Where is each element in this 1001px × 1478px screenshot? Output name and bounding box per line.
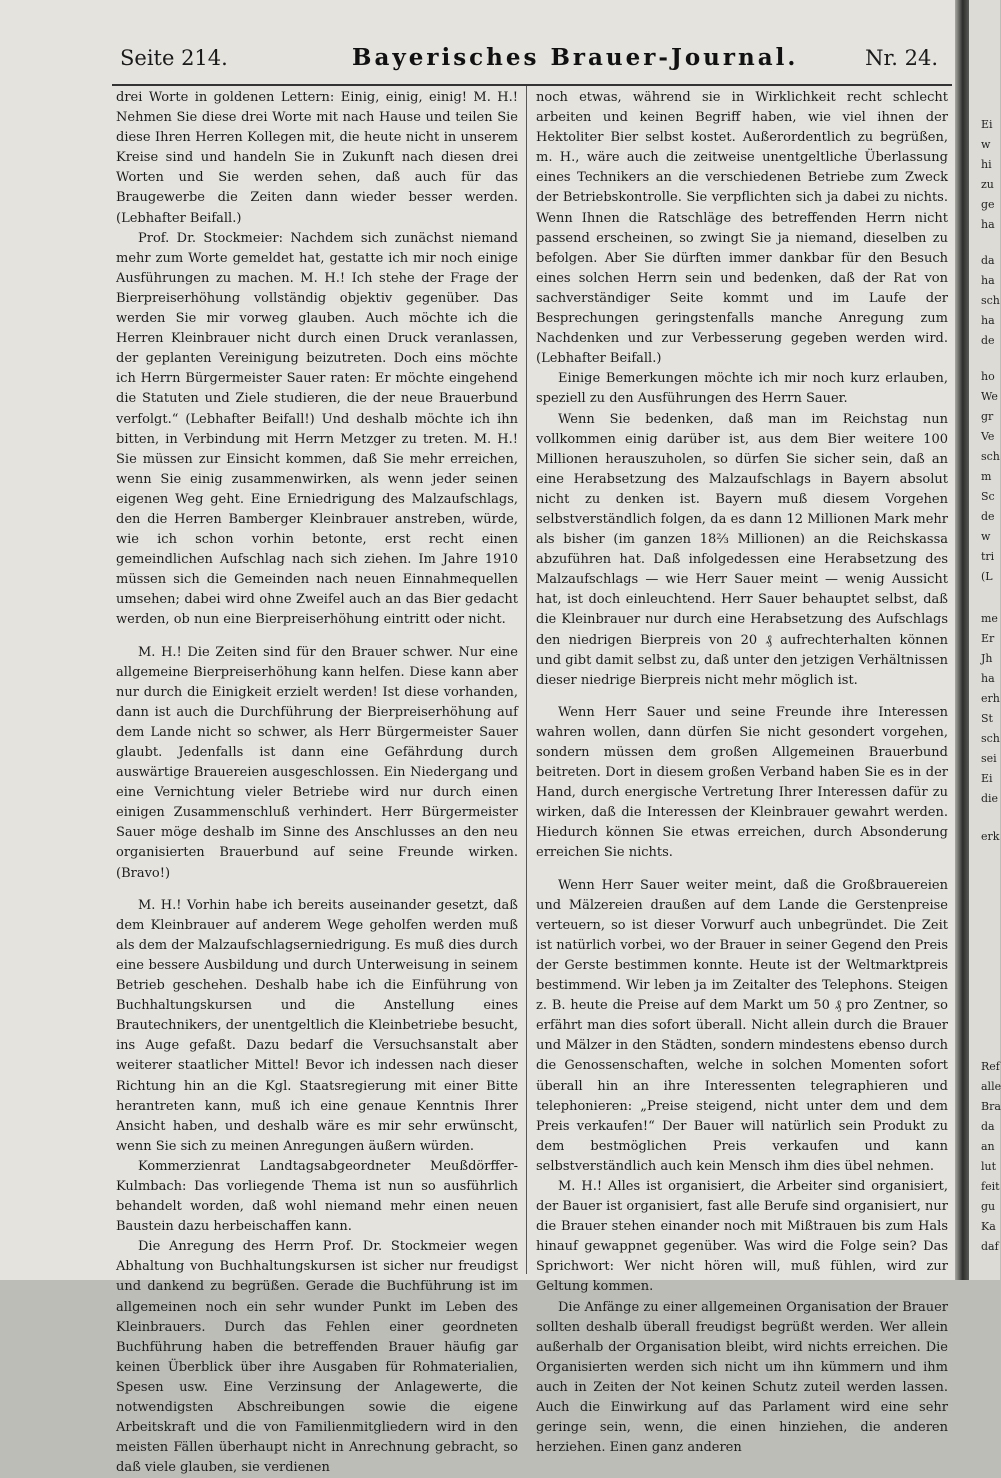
- paragraph: M. H.! Alles ist organisiert, die Arbeiter sind organisiert, der Bauer ist organisiert, fast alle Berufe sind organisiert, nur die Brauer stehen einander noch mit Mißtrauen bis zum Hals hinauf gewappnet gegenüber. Was wird die Folge sein? Das Sprichwort: Wer nicht hören will, muß fühlen, wird zur Geltung kommen.: [536, 1178, 948, 1295]
- paragraph: Prof. Dr. Stockmeier: Nachdem sich zunächst niemand mehr zum Worte gemeldet hat, gestatte ich mir noch einige Ausführungen zu machen. M. H.! Ich stehe der Frage der Bierpreiserhöhung vollständig objektiv gegenüber. Das werden Sie mir vorweg glauben. Auch möchte ich die Herren Kleinbrauer nicht durch einen Druck veranlassen, der geplanten Vereinigung beizutreten. Doch eins möchte ich Herrn Bürgermeister Sauer raten: Er möchte eingehend die Statuten und Ziele studieren, die der neue Brauerbund verfolgt.“ (Lebhafter Beifall!) Und deshalb möchte ich ihn bitten, in Verbindung mit Herrn Metzger zu treten. M. H.! Sie müssen zur Einsicht kommen, daß Sie mehr erreichen, wenn Sie einig zusammenwirken, als wenn jeder seinen eigenen Weg geht. Eine Erniedrigung des Malzaufschlags, den die Herren Bamberger Kleinbrauer anstreben, würde, wie ich schon vorhin betonte, erst recht einen gemeindlichen Aufschlag nach sich ziehen. Im Jahre 1910 müssen sich die Gemeinden nach neuen Einnahmequellen umsehen; dabei wird ohne Zweifel auch an das Bier gedacht werden, ob nun eine Bierpreiserhöhung eintritt oder nicht.: [116, 230, 518, 628]
- paragraph: Die Anregung des Herrn Prof. Dr. Stockmeier wegen Abhaltung von Buchhaltungskursen ist sicher nur freudigst und dankend zu begrüßen. Gerade die Buchführung ist im allgemeinen noch ein sehr wunder Punkt im Leben des Kleinbrauers. Durch das Fehlen einer geordneten Buchführung haben die betreffenden Brauer häufig gar keinen Überblick über ihre Ausgaben für Rohmaterialien, Spesen usw. Eine Verzinsung der Anlagewerte, die notwendigsten Abschreibungen sowie die eigene Arbeitskraft und die von Familienmitgliedern wird in den meisten Fällen überhaupt nicht in Anrechnung gebracht, so daß viele glauben, sie verdienen: [116, 1239, 518, 1476]
- next-page-fragment: da: [981, 1120, 995, 1133]
- issue-number: Nr. 24.: [865, 46, 938, 70]
- next-page-fragment: erh: [981, 692, 1000, 705]
- paragraph: Wenn Herr Sauer und seine Freunde ihre Interessen wahren wollen, dann dürfen Sie nicht gesondert vorgehen, sondern müssen dem großen Allgemeinen Brauerbund beitreten. Dort in diesem großen Verband haben Sie es in der Hand, durch energische Vertretung Ihrer Interessen dafür zu wirken, daß die Interessen der Kleinbrauer gewahrt werden. Hiedurch können Sie etwas erreichen, durch Absonderung erreichen Sie nichts.: [536, 704, 948, 861]
- right-column: [536, 88, 948, 1456]
- next-page-fragment: zu: [981, 178, 994, 191]
- column-divider: [526, 86, 527, 1274]
- next-page-fragment: Ref: [981, 1060, 1000, 1073]
- next-page-fragment: me: [981, 612, 998, 625]
- next-page-fragment: erk: [981, 830, 1000, 843]
- paragraph: Wenn Herr Sauer weiter meint, daß die Großbrauereien und Mälzereien draußen auf dem Lande die Gerstenpreise verteuern, so ist dieser Vorwurf auch unbegründet. Die Zeit ist natürlich vorbei, wo der Brauer in seiner Gegend den Preis der Gerste bestimmen konnte. Heute ist der Weltmarktpreis bestimmend. Wir leben ja im Zeitalter des Telephons. Steigen z. B. heute die Preise auf dem Markt um 50 ₰ pro Zentner, so erfährt man dies sofort überall. Nicht allein durch die Brauer und Mälzer in den Städten, sondern mindestens ebenso durch die Genossenschaften, welche in solchen Momenten sofort überall hin an ihre Interessenten telegraphieren und telephonieren: „Preise steigend, nicht unter dem und dem Preis verkaufen!“ Der Bauer will natürlich sein Produkt zu dem bestmöglichen Preis verkaufen und kann selbstverständlich auch kein Mensch ihm dies übel nehmen.: [536, 877, 948, 1174]
- next-page-fragment: ha: [981, 274, 995, 287]
- book-gutter: [955, 0, 969, 1280]
- next-page-fragment: Jh: [981, 652, 993, 665]
- paragraph: noch etwas, während sie in Wirklichkeit recht schlecht arbeiten und keinen Begriff haben, wie viel ihnen der Hektoliter Bier selbst kostet. Außerordentlich zu begrüßen, m. H., wäre auch die zeitweise unentgeltliche Überlassung eines Technikers an die verschiedenen Betriebe zum Zweck der Betriebskontrolle. Sie verpflichten sich ja dabei zu nichts. Wenn Ihnen die Ratschläge des betreffenden Herrn nicht passend erscheinen, so zwingt Sie ja niemand, dieselben zu befolgen. Aber Sie dürften immer dankbar für den Besuch eines solchen Herrn sein und bedenken, daß der Rat von sachverständiger Seite kommt und im Laufe der Besprechungen geringstenfalls manche Anregung zum Nachdenken und zur Verbesserung gegeben werden wird. (Lebhafter Beifall.): [536, 90, 948, 367]
- next-page-fragment: Er: [981, 632, 995, 645]
- next-page-fragment: feit: [981, 1180, 1000, 1193]
- next-page-fragment: ge: [981, 198, 995, 211]
- paragraph: M. H.! Die Zeiten sind für den Brauer schwer. Nur eine allgemeine Bierpreiserhöhung kann helfen. Diese kann aber nur durch die Einigkeit erzielt werden! Ist diese vorhanden, dann ist auch die Durchführung der Bierpreiserhöhung auf dem Lande nicht so schwer, als Herr Bürgermeister Sauer glaubt. Jedenfalls ist dann eine Gefährdung durch auswärtige Brauereien ausgeschlossen. Ein Niedergang und eine Vernichtung vieler Betriebe wird nur durch einen einigen Zusammenschluß verhindert. Herr Bürgermeister Sauer möge deshalb im Sinne des Anschlusses an den neu organisierten Brauerbund auf seine Freunde wirken. (Bravo!): [116, 644, 518, 881]
- next-page-fragment: da: [981, 254, 995, 267]
- next-page-fragment: die: [981, 792, 999, 805]
- next-page-fragment: sch: [981, 732, 1000, 745]
- next-page-fragment: Bra: [981, 1100, 1001, 1113]
- paragraph: Die Anfänge zu einer allgemeinen Organisation der Brauer sollten deshalb überall freudigst begrüßt werden. Wer allein außerhalb der Organisation bleibt, wird nichts erreichen. Die Organisierten werden sich nicht um ihn kümmern und ihm auch in Zeiten der Not keinen Schutz zuteil werden lassen. Auch die Einwirkung auf das Parlament wird eine sehr geringe sein, wenn, die einen hinziehen, die anderen herziehen. Einen ganz anderen: [536, 1299, 948, 1456]
- left-column: [116, 88, 518, 1476]
- next-page-fragment: daf: [981, 1240, 999, 1253]
- next-page-fragment: Sc: [981, 490, 995, 503]
- next-page-fragment: ha: [981, 314, 995, 327]
- paragraph: Wenn Sie bedenken, daß man im Reichstag nun vollkommen einig darüber ist, aus dem Bier weitere 100 Millionen herauszuholen, so dürfen Sie sicher sein, daß an eine Herabsetzung des Malzaufschlags in Bayern absolut nicht zu denken ist. Bayern muß diesem Vorgehen selbstverständlich folgen, da es dann 12 Millionen Mark mehr als bisher (im ganzen 18⅔ Millionen) an die Reichskassa abzuführen hat. Daß infolgedessen eine Herabsetzung des Malzaufschlags — wie Herr Sauer meint — wenig Aussicht hat, ist doch einleuchtend. Herr Sauer behauptet selbst, daß die Kleinbrauer nur durch eine Herabsetzung des Aufschlags den niedrigen Bierpreis von 20 ₰ aufrechterhalten können und gibt damit selbst zu, daß unter den jetzigen Verhältnissen dieser niedrige Bierpreis nicht mehr möglich ist.: [536, 411, 948, 688]
- next-page-fragment: St: [981, 712, 993, 725]
- next-page-fragment: tri: [981, 550, 995, 563]
- next-page-fragment: w: [981, 138, 991, 151]
- next-page-fragment: Ve: [981, 430, 995, 443]
- next-page-fragment: sch: [981, 450, 1000, 463]
- next-page-fragment: an: [981, 1140, 995, 1153]
- next-page-fragment: gr: [981, 410, 994, 423]
- paragraph: Kommerzienrat Landtagsabgeordneter Meußdörffer-Kulmbach: Das vorliegende Thema ist nun so ausführlich behandelt worden, daß wohl niemand mehr einen neuen Baustein dazu herbeischaffen kann.: [116, 1158, 518, 1235]
- next-page-fragment: Ei: [981, 772, 993, 785]
- header-rule: [112, 84, 952, 86]
- next-page-fragment: alle: [981, 1080, 1001, 1093]
- next-page-fragment: m: [981, 470, 992, 483]
- page-header: [112, 44, 952, 80]
- next-page-fragment: sei: [981, 752, 997, 765]
- next-page-fragment: de: [981, 334, 995, 347]
- next-page-fragment: lut: [981, 1160, 997, 1173]
- next-page-edge: [969, 0, 1000, 1280]
- next-page-fragment: ha: [981, 218, 995, 231]
- journal-title: Bayerisches Brauer-Journal.: [352, 44, 799, 71]
- paragraph: drei Worte in goldenen Lettern: Einig, einig, einig! M. H.! Nehmen Sie diese drei Worte mit nach Hause und teilen Sie diese Ihren Herren Kollegen mit, die heute nicht in unserem Kreise sind und handeln Sie in Zukunft nach diesen drei Worten und Sie werden sehen, daß auch für das Braugewerbe die Zeiten dann wieder besser werden. (Lebhafter Beifall.): [116, 90, 518, 226]
- next-page-fragment: ha: [981, 672, 995, 685]
- next-page-fragment: sch: [981, 294, 1000, 307]
- next-page-fragment: Ka: [981, 1220, 996, 1233]
- next-page-fragment: (L: [981, 570, 993, 583]
- next-page-fragment: gu: [981, 1200, 996, 1213]
- next-page-fragment: ho: [981, 370, 995, 383]
- next-page-fragment: We: [981, 390, 998, 403]
- page-number: Seite 214.: [120, 46, 228, 70]
- next-page-fragment: Ei: [981, 118, 993, 131]
- next-page-fragment: de: [981, 510, 995, 523]
- paragraph: M. H.! Vorhin habe ich bereits auseinander gesetzt, daß dem Kleinbrauer auf anderem Wege geholfen werden muß als dem der Malzaufschlagserniedrigung. Es muß dies durch eine bessere Ausbildung und durch Unterweisung in seinem Betrieb geschehen. Deshalb habe ich die Einführung von Buchhaltungskursen und die Anstellung eines Brautechnikers, der unentgeltlich die Kleinbetriebe besucht, ins Auge gefaßt. Dazu bedarf die Versuchsanstalt aber weiterer staatlicher Mittel! Bevor ich indessen nach dieser Richtung hin an die Kgl. Staatsregierung mit einer Bitte herantreten kann, muß ich eine genaue Kenntnis Ihrer Ansicht haben, und deshalb wäre es mir sehr erwünscht, wenn Sie sich zu meinen Anregungen äußern würden.: [116, 897, 518, 1154]
- next-page-fragment: w: [981, 530, 991, 543]
- paragraph: Einige Bemerkungen möchte ich mir noch kurz erlauben, speziell zu den Ausführungen des Herrn Sauer.: [536, 371, 948, 407]
- next-page-fragment: hi: [981, 158, 992, 171]
